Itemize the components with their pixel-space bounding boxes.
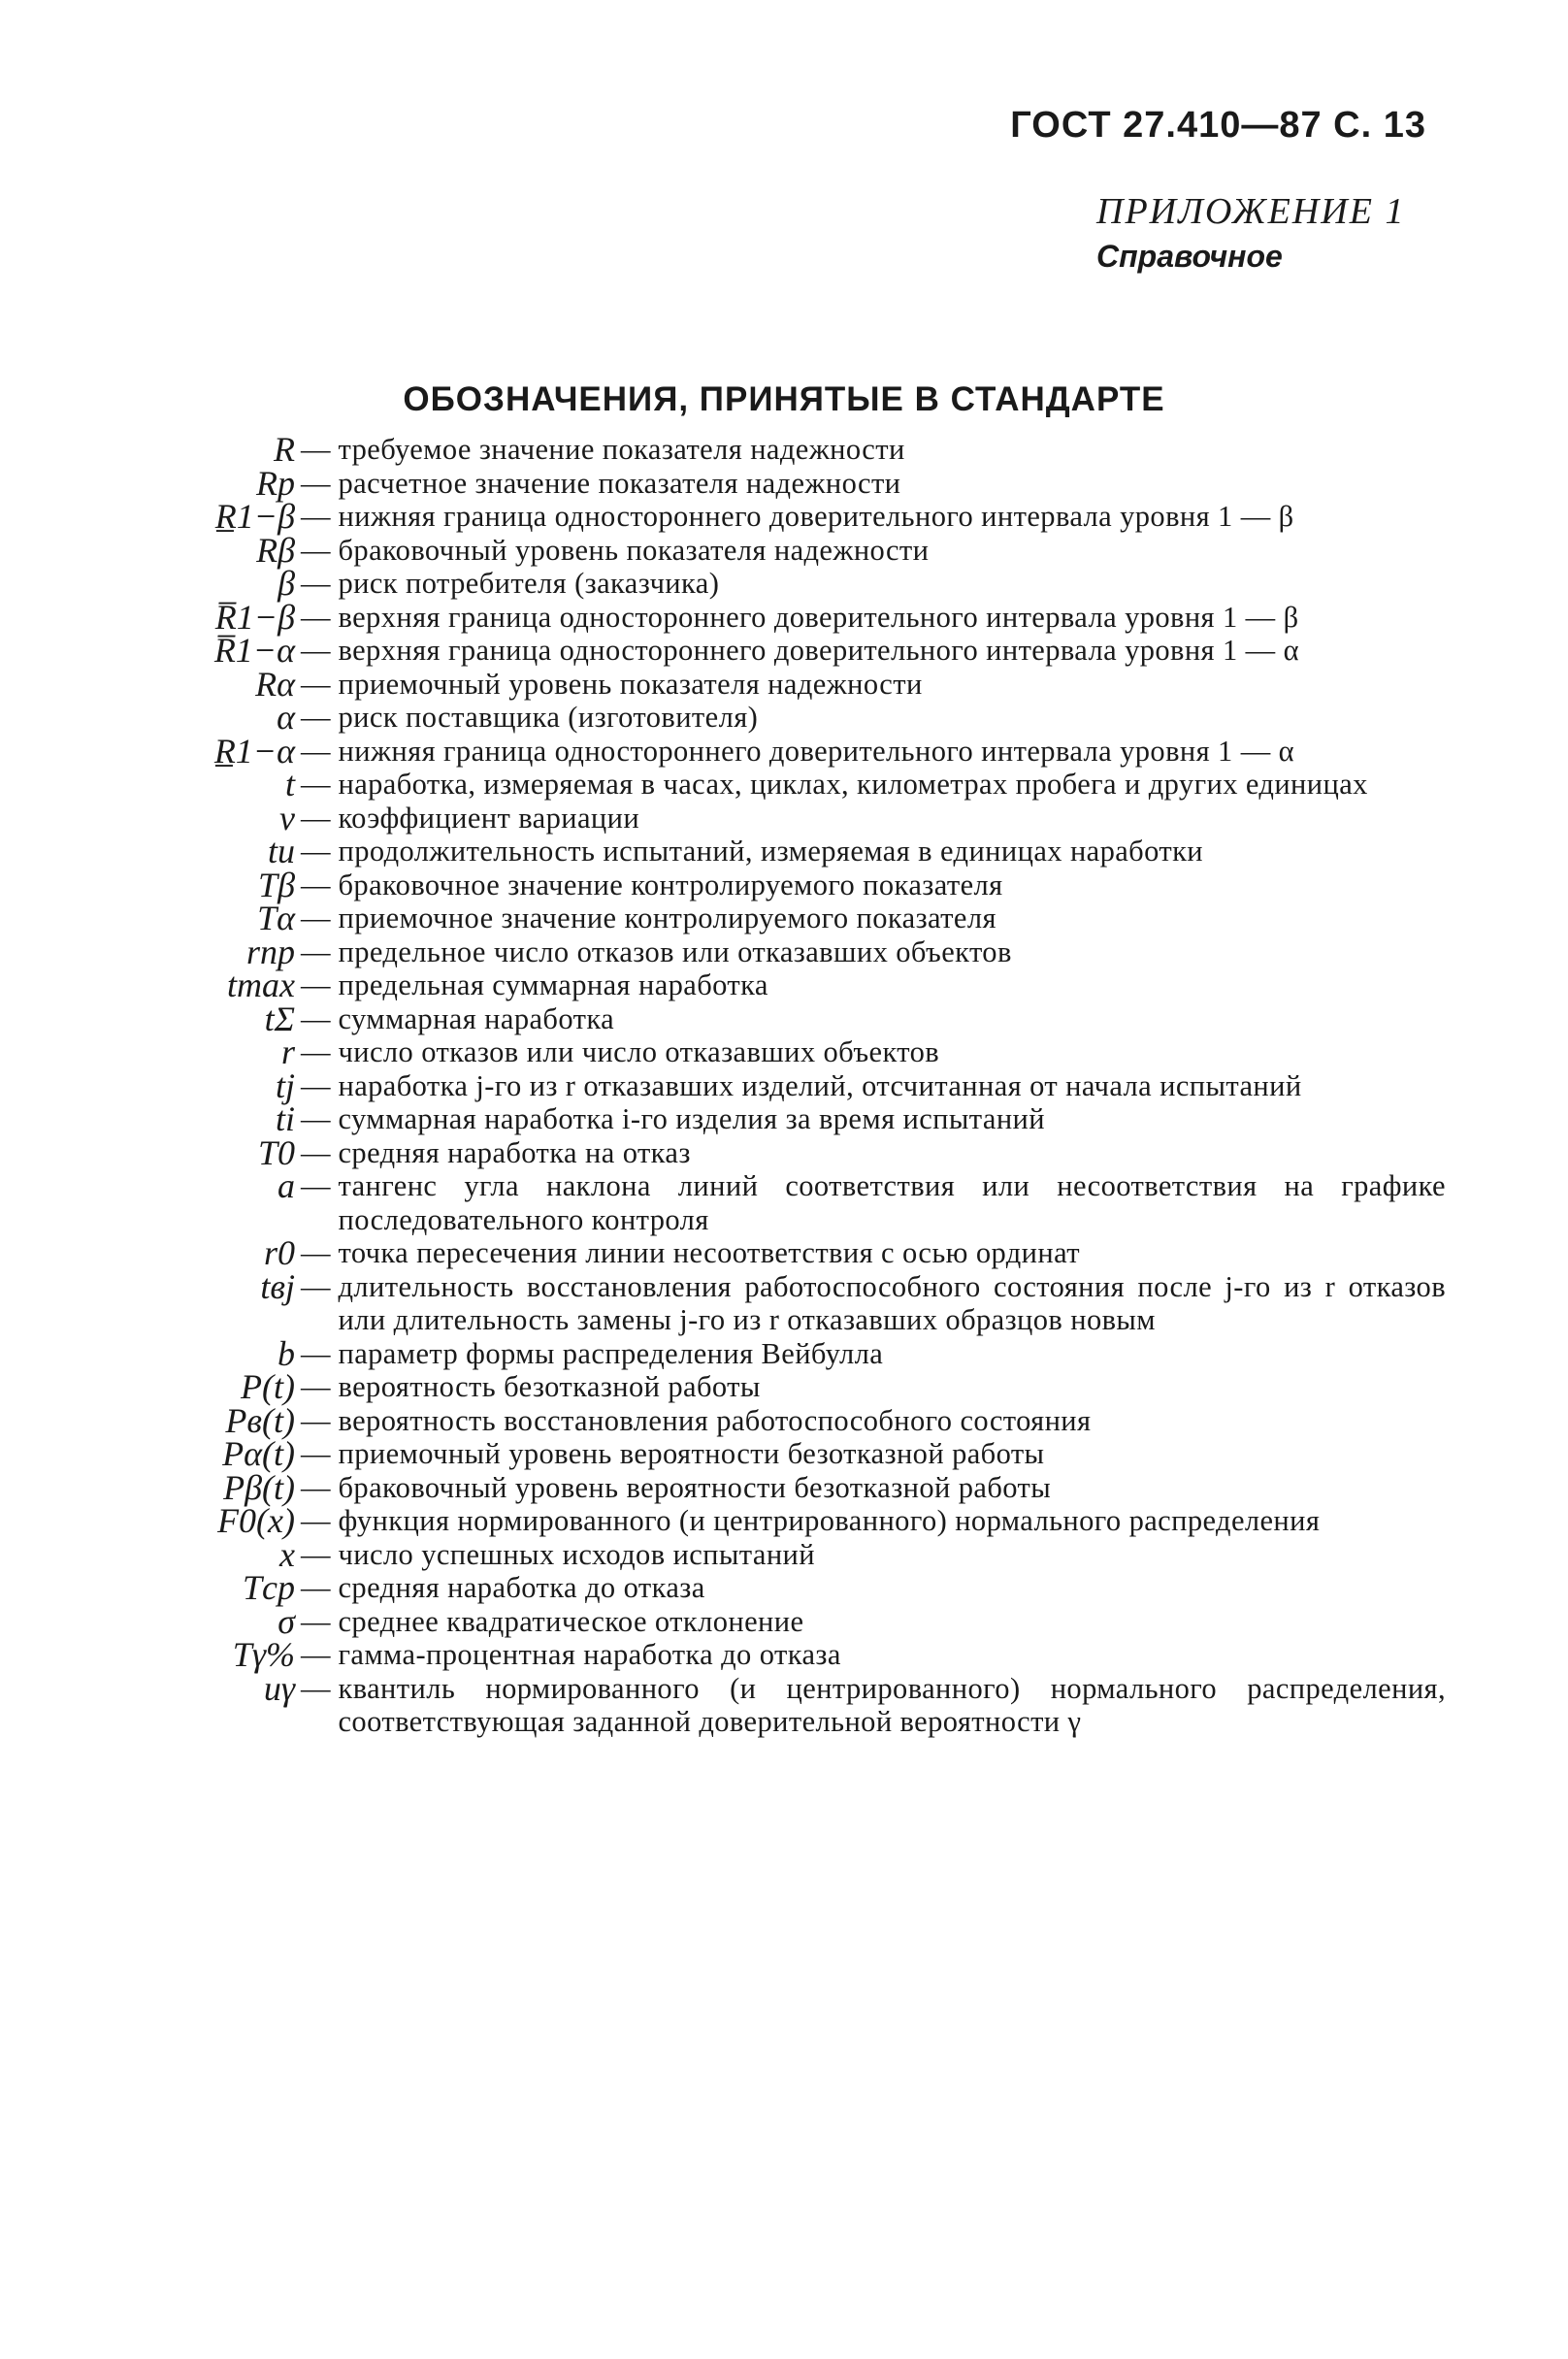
- glossary-entry: [146, 1032, 1446, 1071]
- symbol: Rр: [256, 463, 295, 503]
- glossary-entry: [146, 1333, 1446, 1373]
- glossary-entry: [146, 597, 1446, 637]
- symbol: r0: [263, 1233, 295, 1272]
- symbol: tΣ: [264, 999, 295, 1038]
- dash: —: [301, 1604, 331, 1638]
- appendix-label: ПРИЛОЖЕНИЕ 1: [1096, 191, 1406, 232]
- symbol: Pα(t): [222, 1434, 295, 1473]
- definition: продолжительность испытаний, измеряемая в единицах наработки: [338, 835, 1204, 868]
- definition: параметр формы распределения Вейбулла: [338, 1336, 884, 1370]
- symbol: R̅1−β: [214, 597, 295, 637]
- dash: —: [301, 1403, 331, 1437]
- definition: верхняя граница одностороннего доверительного интервала уровня 1 — β: [338, 600, 1299, 634]
- definition: наработка, измеряемая в часах, циклах, километрах пробега и других единицах: [338, 768, 1368, 801]
- dash: —: [301, 1571, 331, 1604]
- glossary-entry: [146, 1601, 1446, 1641]
- symbol: uγ: [263, 1668, 295, 1708]
- dash: —: [301, 1236, 331, 1269]
- symbol: Pв(t): [225, 1400, 295, 1440]
- dash: —: [301, 1102, 331, 1135]
- definition: верхняя граница одностороннего доверительного интервала уровня 1 — α: [338, 634, 1299, 667]
- dash: —: [301, 1269, 331, 1303]
- glossary-entry: [146, 664, 1446, 704]
- definition: риск потребителя (заказчика): [338, 567, 720, 600]
- symbol: t: [284, 765, 295, 803]
- definition: тангенс угла наклона линий соответствия или несоответствия на графике последовательного контроля: [338, 1169, 1446, 1236]
- glossary-entry: [146, 1400, 1446, 1440]
- symbol: tj: [275, 1065, 295, 1105]
- glossary-entry: [146, 631, 1446, 670]
- dash: —: [301, 466, 331, 500]
- symbol: Tср: [243, 1568, 295, 1607]
- glossary-entry: [146, 1166, 1446, 1236]
- symbol: tвj: [260, 1266, 295, 1306]
- definition: наработка j-го из r отказавших изделий, отсчитанная от начала испытаний: [338, 1068, 1302, 1102]
- definition: число успешных исходов испытаний: [338, 1537, 816, 1571]
- definition: предельная суммарная наработка: [338, 968, 768, 1001]
- dash: —: [301, 1638, 331, 1671]
- dash: —: [301, 433, 331, 466]
- symbol: R̲1−β: [214, 497, 295, 536]
- definition: точка пересечения линии несоответствия с осью ординат: [338, 1236, 1081, 1269]
- dash: —: [301, 1001, 331, 1035]
- definition: квантиль нормированного (и центрированного) нормального распределения, соответствующая заданной доверительной вероятности γ: [338, 1671, 1446, 1738]
- symbol: tи: [267, 832, 295, 870]
- symbol: ti: [275, 1099, 295, 1138]
- symbol: α: [277, 698, 295, 737]
- dash: —: [301, 634, 331, 667]
- glossary-entry: [146, 1367, 1446, 1406]
- symbol: Rβ: [256, 530, 295, 570]
- glossary-entry: [146, 463, 1446, 503]
- definition: вероятность безотказной работы: [338, 1370, 761, 1403]
- definition: суммарная наработка i-го изделия за время испытаний: [338, 1102, 1045, 1135]
- dash: —: [301, 533, 331, 567]
- dash: —: [301, 901, 331, 934]
- glossary-entry: [146, 765, 1446, 803]
- symbol: β: [278, 564, 295, 603]
- symbol: T0: [257, 1132, 295, 1172]
- glossary-entry: [146, 731, 1446, 770]
- definition: нижняя граница одностороннего доверительного интервала уровня 1 — α: [338, 734, 1295, 768]
- dash: —: [301, 600, 331, 634]
- dash: —: [301, 1336, 331, 1370]
- glossary-entry: [146, 1266, 1446, 1337]
- dash: —: [301, 968, 331, 1001]
- symbol: Tγ%: [232, 1635, 295, 1674]
- definition: суммарная наработка: [338, 1001, 615, 1035]
- symbol: r: [280, 1032, 295, 1071]
- definition: средняя наработка до отказа: [338, 1571, 705, 1604]
- dash: —: [301, 1035, 331, 1068]
- definition: среднее квадратическое отклонение: [338, 1604, 804, 1638]
- symbol: b: [278, 1333, 295, 1373]
- dash: —: [301, 801, 331, 835]
- symbol: R: [274, 430, 295, 469]
- glossary-entry: [146, 999, 1446, 1038]
- definition: средняя наработка на отказ: [338, 1135, 691, 1169]
- symbol: Pβ(t): [223, 1467, 295, 1507]
- definition: браковочный уровень показателя надежности: [338, 533, 930, 567]
- glossary-entry: [146, 1099, 1446, 1138]
- symbol: rпр: [245, 932, 295, 971]
- definition: требуемое значение показателя надежности: [338, 433, 905, 466]
- glossary-entry: [146, 1635, 1446, 1674]
- dash: —: [301, 934, 331, 968]
- glossary-entry: [146, 968, 1446, 1002]
- symbol: Tβ: [258, 865, 295, 904]
- dash: —: [301, 1537, 331, 1571]
- symbol: F0(x): [217, 1501, 295, 1540]
- dash: —: [301, 1671, 331, 1705]
- definition: коэффициент вариации: [338, 801, 640, 835]
- glossary-entry: [146, 530, 1446, 570]
- dash: —: [301, 1437, 331, 1470]
- glossary-entry: [146, 1534, 1446, 1574]
- dash: —: [301, 1370, 331, 1403]
- definition: браковочный уровень вероятности безотказной работы: [338, 1470, 1052, 1504]
- appendix-subtitle: Справочное: [1096, 239, 1283, 274]
- glossary-entry: [146, 1434, 1446, 1473]
- glossary-entry: [146, 1568, 1446, 1607]
- dash: —: [301, 1169, 331, 1202]
- definition: длительность восстановления работоспособного состояния после j-го из r отказов или длительность замены j-го из r отказавших образцов новым: [338, 1269, 1446, 1336]
- glossary-entry: [146, 1065, 1446, 1105]
- symbol: R̲1−α: [213, 731, 295, 770]
- definition: вероятность восстановления работоспособного состояния: [338, 1403, 1092, 1437]
- symbol: σ: [278, 1601, 295, 1641]
- glossary-entry: [146, 497, 1446, 536]
- definition: гамма-процентная наработка до отказа: [338, 1638, 841, 1671]
- definition: приемочное значение контролируемого показателя: [338, 901, 996, 934]
- symbol: Rα: [255, 664, 295, 704]
- page-header: ГОСТ 27.410—87 С. 13: [1010, 105, 1426, 146]
- symbol: x: [279, 1534, 295, 1574]
- glossary-entry: [146, 430, 1446, 469]
- dash: —: [301, 500, 331, 533]
- definition: нижняя граница одностороннего доверительного интервала уровня 1 — β: [338, 500, 1294, 533]
- symbol: tmax: [227, 966, 295, 1004]
- dash: —: [301, 1504, 331, 1537]
- definition: приемочный уровень вероятности безотказной работы: [338, 1437, 1045, 1470]
- definition: предельное число отказов или отказавших объектов: [338, 934, 1012, 968]
- dash: —: [301, 701, 331, 734]
- glossary-entry: [146, 698, 1446, 737]
- glossary-entry: [146, 932, 1446, 971]
- definition: число отказов или число отказавших объектов: [338, 1035, 940, 1068]
- dash: —: [301, 1135, 331, 1169]
- dash: —: [301, 835, 331, 868]
- symbol: Tα: [257, 899, 295, 937]
- dash: —: [301, 734, 331, 768]
- glossary-entry: [146, 1668, 1446, 1739]
- dash: —: [301, 1470, 331, 1504]
- definition: приемочный уровень показателя надежности: [338, 667, 923, 701]
- symbol: P(t): [241, 1367, 295, 1406]
- glossary-entry: [146, 1501, 1446, 1540]
- definition: браковочное значение контролируемого показателя: [338, 868, 1003, 901]
- dash: —: [301, 868, 331, 901]
- glossary-entry: [146, 798, 1446, 837]
- glossary-entry: [146, 1467, 1446, 1507]
- symbols-glossary: [146, 430, 1446, 1739]
- definition: риск поставщика (изготовителя): [338, 701, 759, 734]
- glossary-entry: [146, 832, 1446, 870]
- glossary-entry: [146, 564, 1446, 603]
- definition: расчетное значение показателя надежности: [338, 466, 901, 500]
- dash: —: [301, 1068, 331, 1102]
- dash: —: [301, 667, 331, 701]
- section-title: ОБОЗНАЧЕНИЯ, ПРИНЯТЫЕ В СТАНДАРТЕ: [403, 380, 1165, 418]
- glossary-entry: [146, 865, 1446, 904]
- definition: функция нормированного (и центрированного) нормального распределения: [338, 1504, 1321, 1537]
- glossary-entry: [146, 1233, 1446, 1272]
- glossary-entry: [146, 901, 1446, 935]
- glossary-entry: [146, 1132, 1446, 1172]
- symbol: R̅1−α: [213, 631, 295, 670]
- symbol: a: [278, 1166, 295, 1205]
- dash: —: [301, 768, 331, 801]
- dash: —: [301, 567, 331, 600]
- symbol: v: [279, 798, 295, 837]
